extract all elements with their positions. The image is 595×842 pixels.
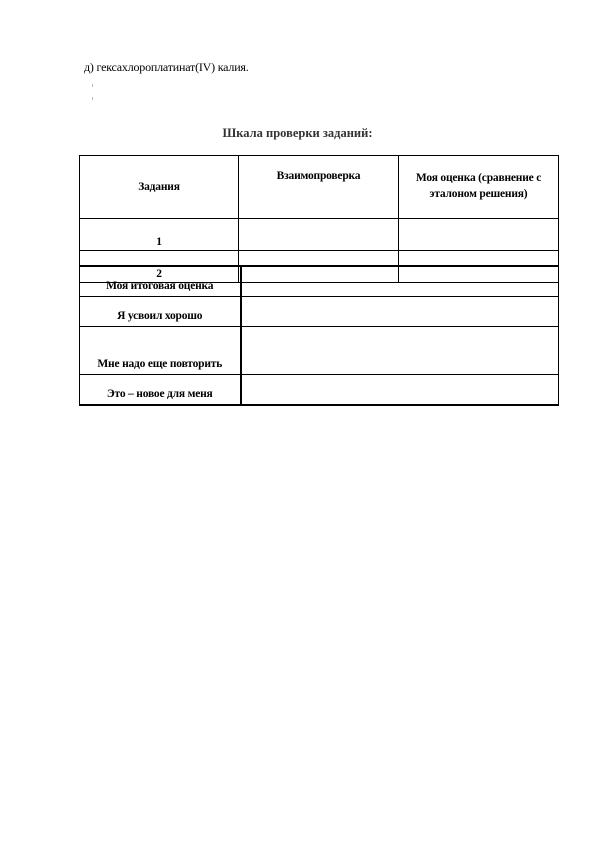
summary-label: Моя итоговая оценка	[80, 266, 241, 297]
table-row	[80, 375, 559, 406]
task-check-table	[79, 155, 559, 283]
summary-value-cell[interactable]	[241, 297, 559, 327]
table-row	[80, 219, 559, 251]
summary-value-cell[interactable]	[241, 266, 559, 297]
margin-mark	[92, 97, 93, 100]
page-heading: Шкала проверки заданий:	[222, 126, 373, 140]
task-number: 1	[80, 219, 239, 251]
table-row	[80, 297, 559, 327]
peer-check-cell[interactable]	[239, 219, 399, 251]
header-tasks: Задания	[80, 156, 239, 219]
intro-line: д) гексахлороплатинат(IV) калия.	[84, 60, 249, 74]
summary-value-cell[interactable]	[241, 327, 559, 375]
summary-label: Это – новое для меня	[80, 375, 241, 406]
margin-mark	[92, 84, 93, 87]
summary-label: Я усвоил хорошо	[80, 297, 241, 327]
table-row	[80, 266, 559, 297]
self-assessment-table	[79, 265, 559, 406]
table-row	[80, 327, 559, 375]
summary-label: Мне надо еще повторить	[80, 327, 241, 375]
summary-value-cell[interactable]	[241, 375, 559, 406]
header-peer-check: Взаимопроверка	[239, 156, 399, 219]
self-score-cell[interactable]	[399, 219, 559, 251]
table-header-row	[80, 156, 559, 219]
task-number: 2	[80, 251, 239, 283]
header-self-score: Моя оценка (сравнение с эталоном решения)	[399, 156, 559, 219]
